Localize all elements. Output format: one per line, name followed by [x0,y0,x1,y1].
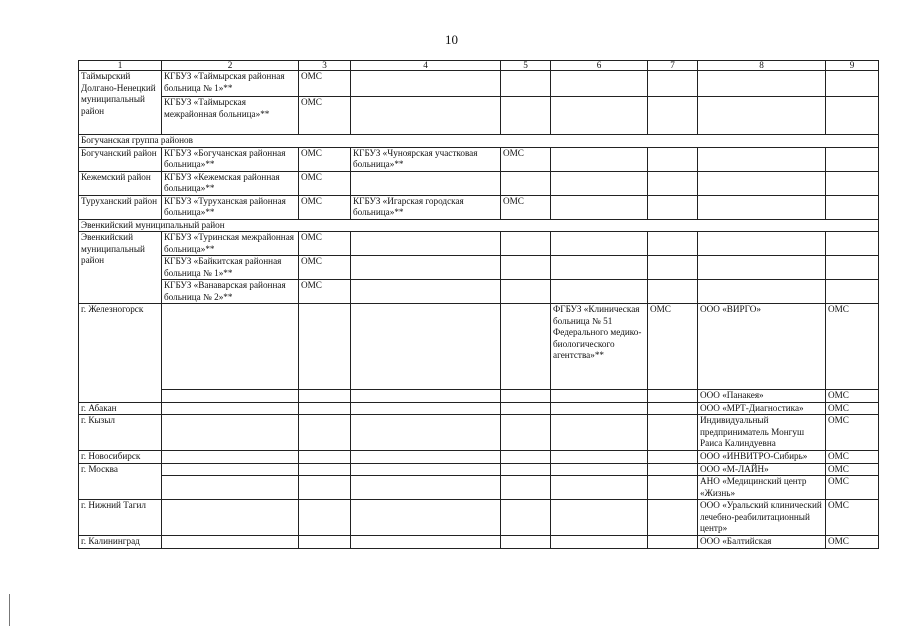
table-row [79,256,879,280]
city-cell: г. Новосибирск [79,451,162,464]
district-cell: Таймырский Долгано-Ненецкий муниципальный район [79,71,162,135]
city-cell: г. Москва [79,463,162,500]
column-number-row [79,61,879,71]
oms-cell: ОМС [826,500,879,536]
oms-cell: ОМС [501,147,551,171]
table-row [79,415,879,451]
header-cell: 4 [351,61,501,71]
organization-cell: ООО «Панакея» [698,390,826,403]
oms-cell: ОМС [299,147,351,171]
organization-cell: ООО «Балтийская [698,536,826,549]
group-title: Богучанская группа районов [79,135,879,148]
table-row [79,451,879,464]
oms-cell: ОМС [299,195,351,219]
oms-cell: ОМС [501,195,551,219]
table-row [79,71,879,97]
hospital-cell: КГБУЗ «Таймырская районная больница № 1»** [162,71,299,97]
table-row [79,195,879,219]
organization-cell: Индивидуальный предприниматель Монгуш Раиса Калиндуевна [698,415,826,451]
oms-cell: ОМС [826,415,879,451]
organization-cell: ООО «ИНВИТРО-Сибирь» [698,451,826,464]
hospital-cell: КГБУЗ «Байкитская районная больница № 1»** [162,256,299,280]
organization-cell: ООО «М-ЛАЙН» [698,463,826,476]
oms-cell: ОМС [826,536,879,549]
oms-cell: ОМС [826,390,879,403]
table-row [79,232,879,256]
header-cell: 6 [551,61,648,71]
oms-cell: ОМС [299,280,351,304]
table-row [79,476,879,500]
table-row [79,171,879,195]
header-cell: 2 [162,61,299,71]
table-row [79,536,879,549]
hospital-cell: КГБУЗ «Богучанская районная больница»** [162,147,299,171]
oms-cell: ОМС [299,232,351,256]
oms-cell: ОМС [826,451,879,464]
table-row [79,280,879,304]
hospital-cell: КГБУЗ «Таймырская межрайонная больница»** [162,97,299,135]
group-title: Эвенкийский муниципальный район [79,219,879,232]
oms-cell: ОМС [826,476,879,500]
header-cell: 1 [79,61,162,71]
district-cell: Кежемский район [79,171,162,195]
oms-cell: ОМС [299,171,351,195]
city-cell: г. Абакан [79,402,162,415]
hospital-cell: КГБУЗ «Туруханская районная больница»** [162,195,299,219]
table-row [79,304,879,390]
group-row [79,219,879,232]
header-cell: 3 [299,61,351,71]
hospital-cell: КГБУЗ «Чуноярская участковая больница»** [351,147,501,171]
header-cell: 8 [698,61,826,71]
table-row [79,402,879,415]
hospital-cell: КГБУЗ «Игарская городская больница»** [351,195,501,219]
district-cell: Туруханский район [79,195,162,219]
group-row [79,135,879,148]
medical-organizations-table [78,60,879,549]
oms-cell: ОМС [648,304,698,390]
city-cell: г. Железногорск [79,304,162,403]
table-row [79,147,879,171]
page-number: 10 [445,32,458,47]
table-row [79,500,879,536]
organization-cell: ООО «МРТ-Диагностика» [698,402,826,415]
table-row [79,463,879,476]
scan-margin-line [9,594,10,626]
organization-cell: ООО «ВИРГО» [698,304,826,390]
header-cell: 9 [826,61,879,71]
hospital-cell: КГБУЗ «Туринская межрайонная больница»** [162,232,299,256]
table-row [79,390,879,403]
oms-cell: ОМС [299,71,351,97]
district-cell: Богучанский район [79,147,162,171]
hospital-cell: ФГБУЗ «Клиническая больница № 51 Федерального медико-биологического агентства»** [551,304,648,390]
oms-cell: ОМС [826,304,879,390]
header-cell: 7 [648,61,698,71]
city-cell: г. Калининград [79,536,162,549]
district-cell: Эвенкийский муниципальный район [79,232,162,304]
oms-cell: ОМС [299,97,351,135]
oms-cell: ОМС [826,463,879,476]
hospital-cell: КГБУЗ «Ванаварская районная больница № 2»** [162,280,299,304]
header-cell: 5 [501,61,551,71]
table-row [79,97,879,135]
oms-cell: ОМС [299,256,351,280]
organization-cell: ООО «Уральский клинический лечебно-реабилитационный центр» [698,500,826,536]
oms-cell: ОМС [826,402,879,415]
city-cell: г. Кызыл [79,415,162,451]
organization-cell: АНО «Медицинский центр «Жизнь» [698,476,826,500]
city-cell: г. Нижний Тагил [79,500,162,536]
hospital-cell: КГБУЗ «Кежемская районная больница»** [162,171,299,195]
